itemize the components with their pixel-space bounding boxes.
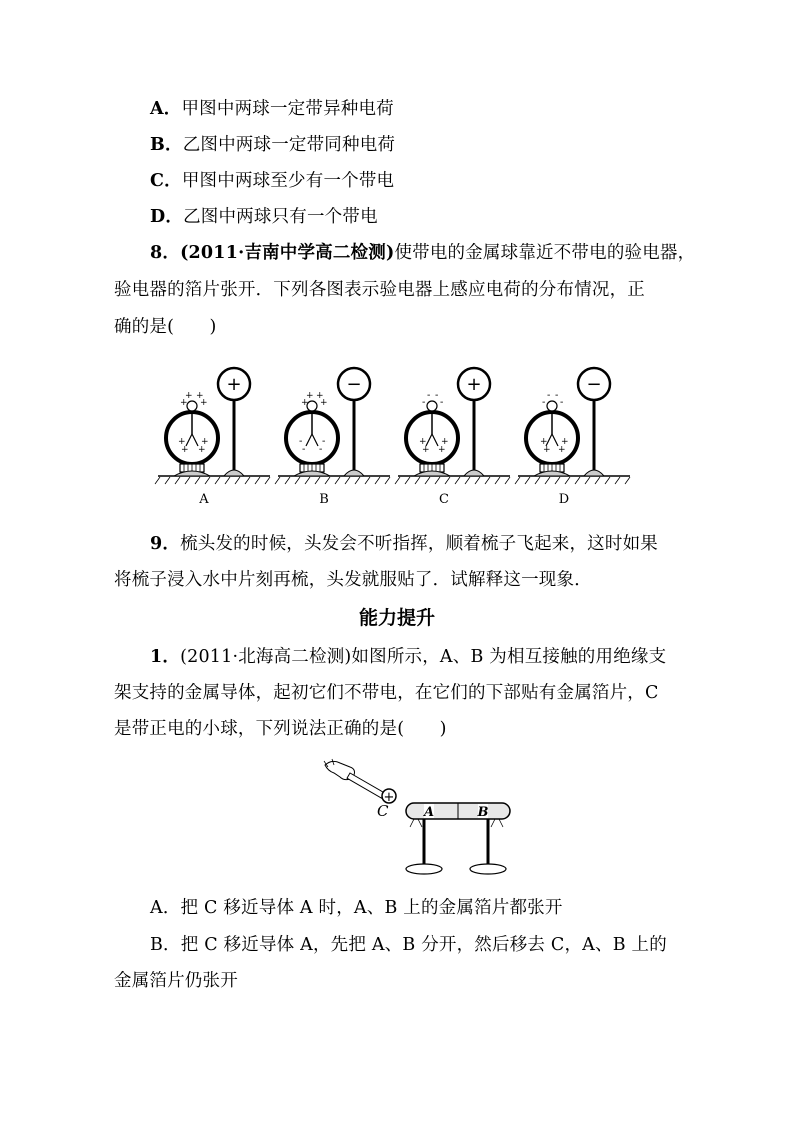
conductor-a-label: A — [423, 805, 435, 820]
p1-line-3: 是带正电的小球，下列说法正确的是( ) — [114, 719, 447, 739]
svg-text:-: - — [555, 390, 559, 401]
svg-text:-: - — [302, 444, 306, 455]
electroscope-panel-a — [155, 368, 270, 507]
q8-line-2: 验电器的箔片张开．下列各图表示验电器上感应电荷的分布情况，正 — [114, 280, 645, 300]
svg-text:+: + — [200, 398, 208, 408]
svg-text:+: + — [180, 398, 188, 408]
svg-text:+: + — [543, 445, 551, 455]
p1-option-a: A．把 C 移近导体 A 时，A、B 上的金属箔片都张开 — [150, 898, 563, 918]
q7-option-b: B．乙图中两球一定带同种电荷 — [150, 135, 396, 155]
ball-c-sign: + — [383, 790, 395, 805]
svg-text:+: + — [441, 437, 449, 447]
svg-text:-: - — [440, 397, 444, 408]
svg-text:+: + — [422, 445, 430, 455]
svg-text:-: - — [322, 436, 326, 447]
svg-text:+: + — [320, 398, 328, 408]
q9-line-1: 9．梳头发的时候，头发会不听指挥，顺着梳子飞起来，这时如果 — [150, 534, 658, 554]
ball-sign-d: − — [586, 374, 602, 395]
panel-label-a: A — [199, 492, 209, 507]
svg-text:-: - — [422, 397, 426, 408]
q9-line-2: 将梳子浸入水中片刻再梳，头发就服贴了．试解释这一现象． — [114, 570, 592, 590]
svg-text:+: + — [419, 437, 427, 447]
svg-text:+: + — [198, 445, 206, 455]
electroscope-panel-d — [515, 368, 630, 507]
p1-line-2: 架支持的金属导体，起初它们不带电，在它们的下部贴有金属箔片，C — [114, 683, 659, 703]
svg-text:+: + — [561, 437, 569, 447]
q8-line-3: 确的是( ) — [114, 317, 217, 337]
electroscope-panel-b — [275, 368, 390, 507]
ball-sign-a: + — [226, 374, 242, 395]
p1-line-1: 1．(2011·北海高二检测)如图所示，A、B 为相互接触的用绝缘支 — [150, 647, 667, 667]
q7-option-d: D．乙图中两球只有一个带电 — [150, 207, 378, 227]
ball-c-label: C — [377, 802, 389, 820]
svg-text:+: + — [196, 391, 204, 401]
ball-sign-c: + — [466, 374, 482, 395]
svg-text:-: - — [435, 390, 439, 401]
section-heading: 能力提升 — [358, 607, 435, 629]
svg-text:+: + — [540, 437, 548, 447]
q8-line-1: 8．(2011·吉南中学高二检测)使带电的金属球靠近不带电的验电器， — [150, 243, 696, 263]
svg-text:+: + — [301, 398, 309, 408]
electroscope-panel-c — [395, 368, 510, 507]
q7-option-a: A．甲图中两球一定带异种电荷 — [150, 99, 394, 119]
svg-text:+: + — [316, 391, 324, 401]
svg-text:-: - — [560, 397, 564, 408]
svg-text:+: + — [181, 445, 189, 455]
svg-text:+: + — [185, 391, 193, 401]
svg-text:-: - — [427, 390, 431, 401]
svg-text:+: + — [201, 437, 209, 447]
panel-label-b: B — [319, 492, 329, 507]
panel-label-c: C — [439, 492, 449, 507]
p1-option-b-line-2: 金属箔片仍张开 — [114, 971, 238, 991]
p1-option-b-line-1: B．把 C 移近导体 A，先把 A、B 分开，然后移去 C，A、B 上的 — [150, 935, 667, 955]
conductor-b-label: B — [477, 805, 489, 820]
q7-option-c: C．甲图中两球至少有一个带电 — [150, 171, 395, 191]
svg-text:-: - — [542, 397, 546, 408]
svg-text:+: + — [438, 445, 446, 455]
svg-text:-: - — [299, 436, 303, 447]
svg-text:+: + — [178, 437, 186, 447]
svg-text:-: - — [547, 390, 551, 401]
ball-sign-b: − — [346, 374, 362, 395]
p1-figure — [320, 757, 520, 882]
panel-label-d: D — [558, 492, 570, 507]
svg-text:+: + — [558, 445, 566, 455]
q8-figure — [150, 360, 670, 510]
svg-text:-: - — [319, 444, 323, 455]
svg-text:+: + — [306, 391, 314, 401]
